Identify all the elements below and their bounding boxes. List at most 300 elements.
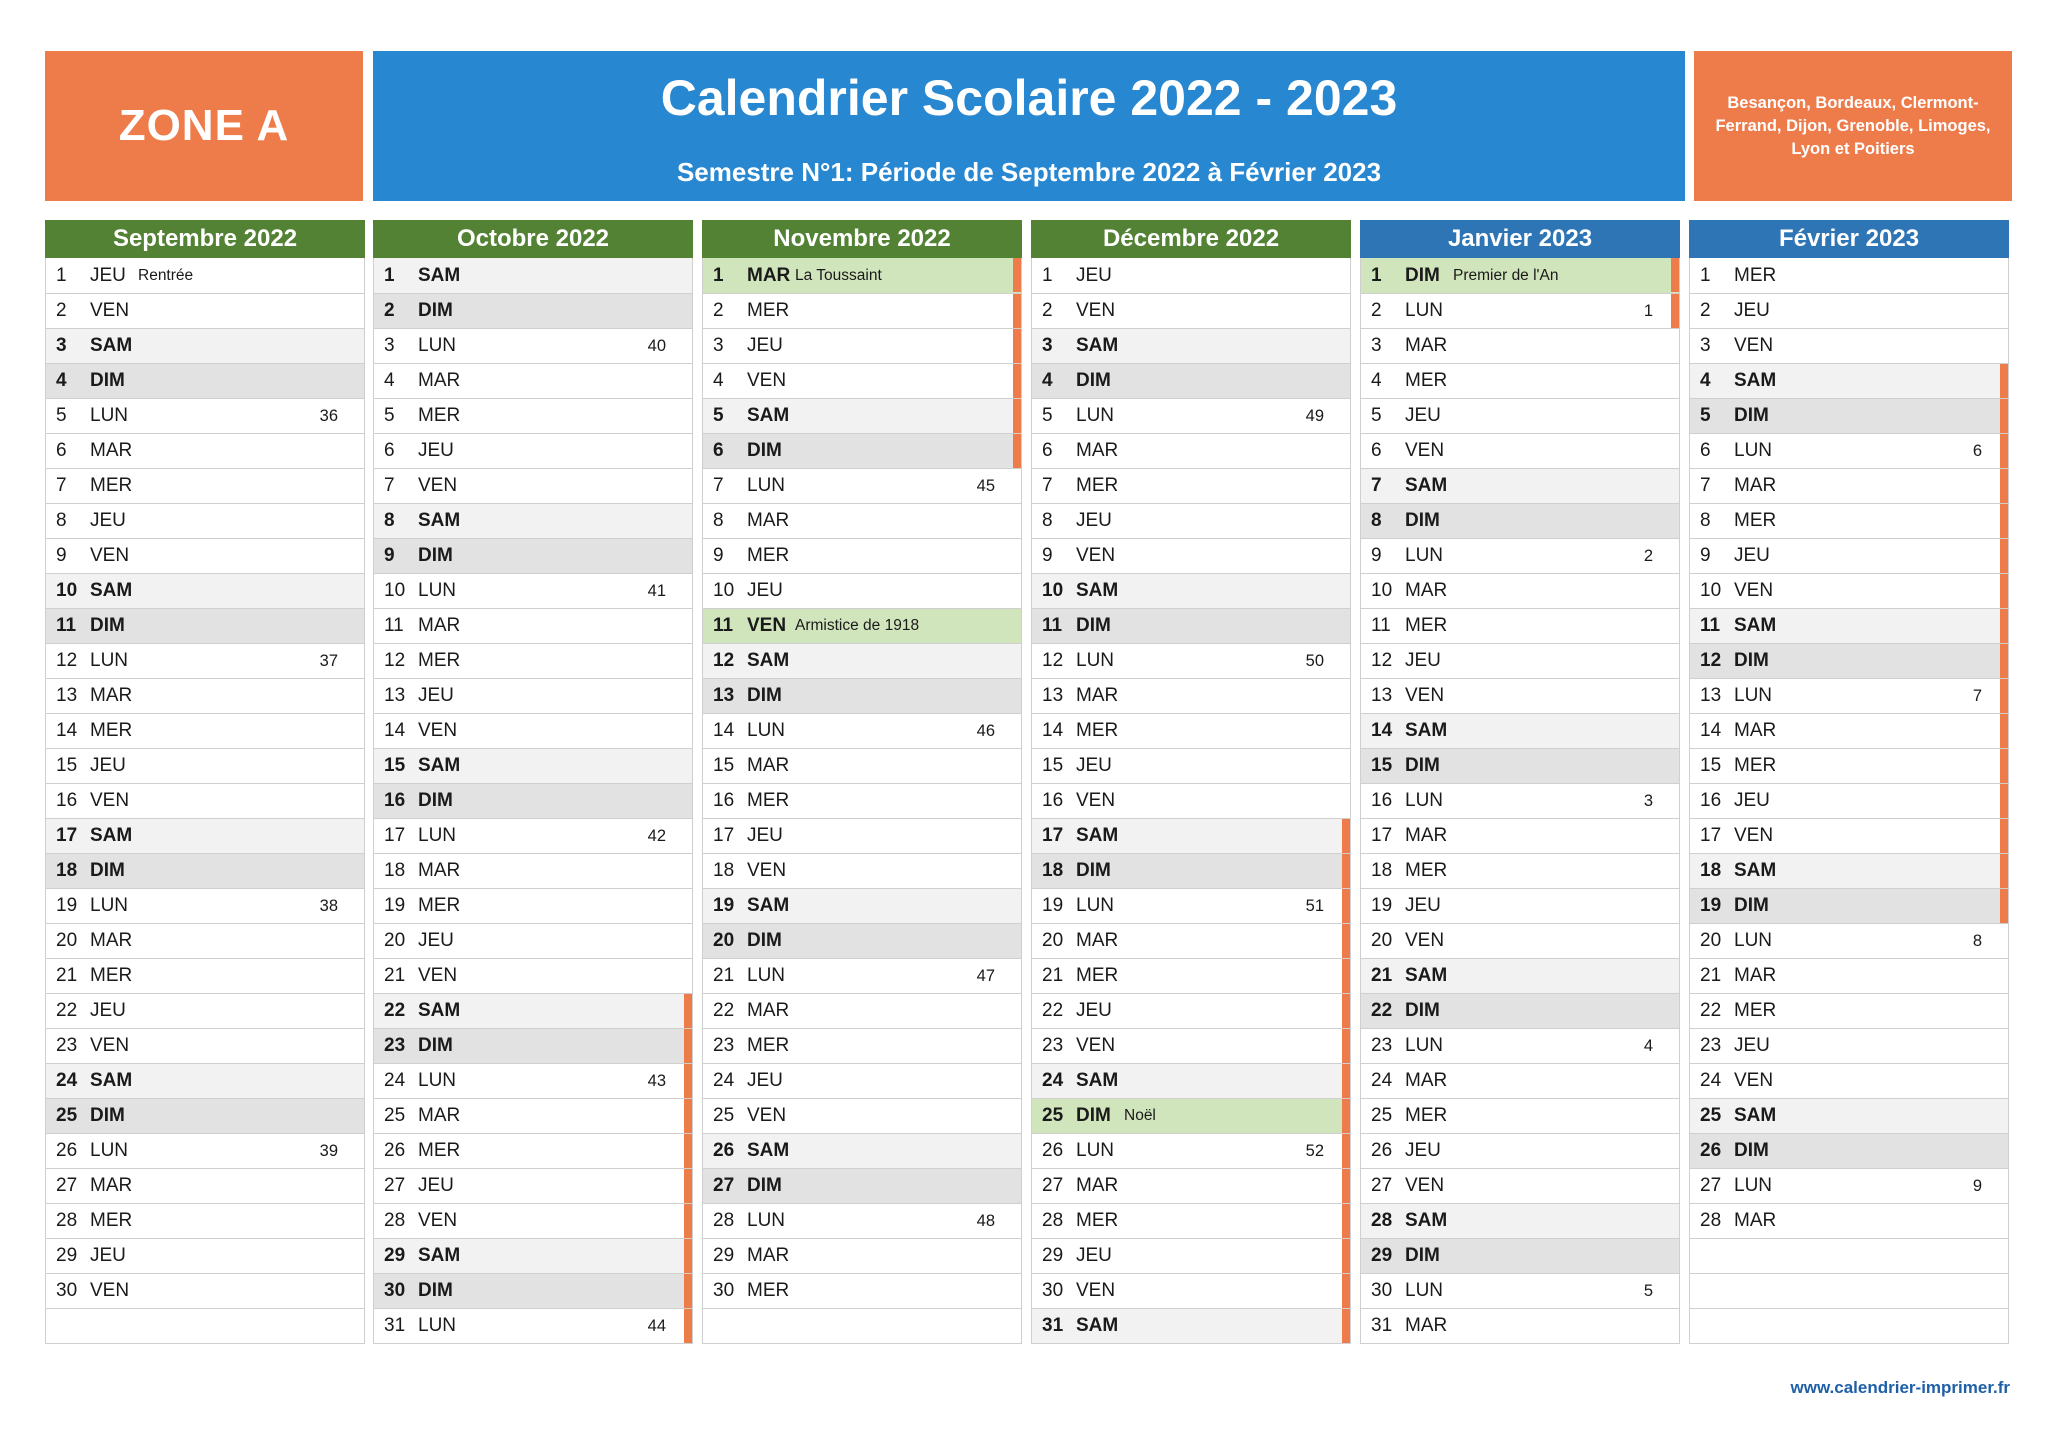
day-number: 23 — [56, 1035, 78, 1056]
day-number: 31 — [384, 1315, 406, 1336]
day-number: 4 — [1042, 370, 1053, 391]
weekday-name: VEN — [747, 615, 787, 636]
day-number: 19 — [713, 895, 735, 916]
day-number: 30 — [384, 1280, 406, 1301]
day-row — [374, 608, 692, 643]
day-row — [46, 923, 364, 958]
day-number: 21 — [713, 965, 735, 986]
weekday-name: VEN — [418, 965, 458, 986]
day-number: 25 — [56, 1105, 78, 1126]
weekday-name: MER — [747, 545, 790, 566]
day-row — [46, 888, 364, 923]
weekday-name: LUN — [1405, 790, 1444, 811]
day-number: 8 — [1042, 510, 1053, 531]
vacation-marker — [1342, 959, 1350, 993]
day-row — [374, 1273, 692, 1308]
weekday-name: VEN — [1076, 790, 1116, 811]
weekday-name: MAR — [1405, 1070, 1448, 1091]
cities-list: Besançon, Bordeaux, Clermont-Ferrand, Dijon, Grenoble, Limoges, Lyon et Poitiers — [1715, 93, 1991, 158]
day-row — [1690, 573, 2008, 608]
day-row — [1690, 818, 2008, 853]
day-number: 10 — [1371, 580, 1393, 601]
day-row — [1032, 888, 1350, 923]
weekday-name: MAR — [418, 1105, 461, 1126]
day-row — [1690, 1098, 2008, 1133]
weekday-name: LUN — [90, 650, 129, 671]
day-number: 8 — [1700, 510, 1711, 531]
day-row — [703, 258, 1021, 293]
day-row — [46, 958, 364, 993]
weekday-name: SAM — [1734, 370, 1777, 391]
week-number: 4 — [1643, 1036, 1653, 1055]
day-row — [1690, 923, 2008, 958]
weekday-name: SAM — [1405, 965, 1448, 986]
day-number: 3 — [713, 335, 724, 356]
day-number: 15 — [384, 755, 406, 776]
month-title: Décembre 2022 — [1031, 220, 1351, 258]
day-number: 7 — [384, 475, 395, 496]
weekday-name: JEU — [1405, 405, 1441, 426]
day-row — [703, 1028, 1021, 1063]
weekday-name: VEN — [90, 300, 130, 321]
day-number: 1 — [1042, 264, 1053, 286]
vacation-marker — [2000, 539, 2008, 573]
day-number: 21 — [56, 965, 78, 986]
day-row — [374, 1063, 692, 1098]
day-row — [46, 643, 364, 678]
day-row — [703, 363, 1021, 398]
day-number: 25 — [1700, 1105, 1722, 1126]
weekday-name: LUN — [1734, 930, 1773, 951]
weekday-name: JEU — [90, 510, 126, 531]
day-row — [1361, 748, 1679, 783]
day-number: 29 — [1371, 1245, 1393, 1266]
weekday-name: VEN — [1405, 685, 1445, 706]
day-row — [1361, 468, 1679, 503]
day-number: 16 — [1700, 790, 1722, 811]
vacation-marker — [1013, 258, 1021, 292]
day-number: 7 — [56, 475, 67, 496]
vacation-marker — [2000, 504, 2008, 538]
weekday-name: MER — [1734, 510, 1777, 531]
day-number: 6 — [1371, 440, 1382, 461]
day-number: 18 — [713, 860, 735, 881]
weekday-name: JEU — [418, 440, 454, 461]
day-number: 2 — [1700, 300, 1711, 321]
weekday-name: JEU — [747, 580, 783, 601]
weekday-name: SAM — [418, 1245, 461, 1266]
weekday-name: MAR — [90, 1175, 133, 1196]
day-row — [46, 573, 364, 608]
day-row — [1032, 818, 1350, 853]
weekday-name: SAM — [1405, 475, 1448, 496]
vacation-marker — [2000, 819, 2008, 853]
day-number: 5 — [1700, 405, 1711, 426]
weekday-name: JEU — [90, 1245, 126, 1266]
week-number: 51 — [1305, 896, 1324, 915]
day-number: 7 — [1042, 475, 1053, 496]
weekday-name: JEU — [1076, 510, 1112, 531]
weekday-name: VEN — [1076, 545, 1116, 566]
weekday-name: VEN — [1734, 580, 1774, 601]
month-column — [1689, 220, 2009, 1344]
day-row — [1032, 468, 1350, 503]
weekday-name: VEN — [747, 860, 787, 881]
weekday-name: VEN — [90, 545, 130, 566]
weekday-name: JEU — [90, 755, 126, 776]
weekday-name: LUN — [1734, 685, 1773, 706]
day-row — [1361, 818, 1679, 853]
weekday-name: VEN — [1076, 300, 1116, 321]
day-row — [703, 643, 1021, 678]
weekday-name: JEU — [1076, 1000, 1112, 1021]
day-number: 26 — [1700, 1140, 1722, 1161]
month-column — [1360, 220, 1680, 1344]
weekday-name: MAR — [1076, 440, 1119, 461]
day-number: 5 — [56, 405, 67, 426]
day-number: 9 — [56, 545, 67, 566]
empty-row — [703, 1308, 1021, 1343]
day-number: 30 — [1042, 1280, 1064, 1301]
day-row — [1361, 1133, 1679, 1168]
day-number: 11 — [56, 615, 77, 636]
zone-label: ZONE A — [118, 101, 290, 150]
day-row — [703, 1273, 1021, 1308]
month-title: Octobre 2022 — [373, 220, 693, 258]
footer-url[interactable]: www.calendrier-imprimer.fr — [1790, 1378, 2010, 1397]
day-row — [703, 433, 1021, 468]
day-row — [46, 818, 364, 853]
day-row — [1690, 713, 2008, 748]
day-number: 26 — [713, 1140, 735, 1161]
day-number: 17 — [384, 825, 406, 846]
day-number: 13 — [1042, 685, 1064, 706]
weekday-name: SAM — [418, 264, 461, 286]
weekday-name: LUN — [1076, 405, 1115, 426]
day-row — [1032, 1273, 1350, 1308]
weekday-name: MAR — [90, 930, 133, 951]
day-row — [1032, 1098, 1350, 1133]
weekday-name: LUN — [747, 1210, 786, 1231]
weekday-name: LUN — [1405, 1280, 1444, 1301]
day-row — [374, 923, 692, 958]
day-number: 20 — [1371, 930, 1393, 951]
day-row — [1690, 258, 2008, 293]
vacation-marker — [2000, 399, 2008, 433]
week-number: 36 — [319, 406, 338, 425]
day-number: 27 — [713, 1175, 735, 1196]
weekday-name: DIM — [90, 615, 125, 636]
empty-row — [1690, 1273, 2008, 1308]
vacation-marker — [1342, 854, 1350, 888]
day-number: 1 — [1371, 264, 1382, 286]
day-number: 6 — [713, 440, 724, 461]
weekday-name: MER — [747, 790, 790, 811]
day-number: 11 — [1371, 615, 1391, 636]
day-number: 21 — [384, 965, 406, 986]
weekday-name: LUN — [747, 475, 786, 496]
day-row — [1361, 1168, 1679, 1203]
vacation-marker — [1013, 364, 1021, 398]
day-row — [1032, 783, 1350, 818]
month-title: Septembre 2022 — [45, 220, 365, 258]
day-row — [1690, 1203, 2008, 1238]
day-number: 25 — [1371, 1105, 1393, 1126]
page-subtitle: Semestre N°1: Période de Septembre 2022 à Février 2023 — [676, 157, 1382, 187]
day-row — [374, 713, 692, 748]
week-number: 43 — [647, 1071, 666, 1090]
empty-row — [46, 1308, 364, 1343]
weekday-name: SAM — [747, 650, 790, 671]
day-row — [374, 468, 692, 503]
vacation-marker — [1342, 1239, 1350, 1273]
weekday-name: VEN — [90, 1035, 130, 1056]
day-number: 2 — [1371, 300, 1382, 321]
day-number: 22 — [713, 1000, 735, 1021]
day-number: 26 — [1371, 1140, 1393, 1161]
day-row — [1361, 293, 1679, 328]
weekday-name: MER — [1734, 755, 1777, 776]
day-number: 2 — [713, 300, 724, 321]
day-number: 18 — [1700, 860, 1722, 881]
day-row — [1690, 888, 2008, 923]
week-number: 8 — [1972, 931, 1982, 950]
day-number: 18 — [1042, 860, 1064, 881]
day-number: 3 — [56, 335, 67, 356]
day-number: 9 — [713, 545, 724, 566]
day-row — [1690, 643, 2008, 678]
day-row — [46, 748, 364, 783]
day-number: 28 — [1371, 1210, 1393, 1231]
day-number: 3 — [1700, 335, 1711, 356]
weekday-name: VEN — [1405, 930, 1445, 951]
weekday-name: DIM — [1734, 1140, 1769, 1161]
vacation-marker — [2000, 889, 2008, 923]
weekday-name: DIM — [1734, 650, 1769, 671]
day-row — [703, 608, 1021, 643]
day-row — [1690, 328, 2008, 363]
day-row — [703, 783, 1021, 818]
day-number: 15 — [56, 755, 78, 776]
day-row — [1361, 1308, 1679, 1343]
week-number: 9 — [1972, 1176, 1982, 1195]
weekday-name: MER — [418, 1140, 461, 1161]
weekday-name: JEU — [747, 335, 783, 356]
weekday-name: VEN — [1734, 1070, 1774, 1091]
weekday-name: JEU — [1076, 264, 1112, 286]
day-number: 5 — [713, 405, 724, 426]
day-number: 20 — [713, 930, 735, 951]
day-number: 20 — [384, 930, 406, 951]
weekday-name: SAM — [418, 1000, 461, 1021]
zone-banner — [45, 51, 363, 201]
day-row — [46, 538, 364, 573]
day-number: 11 — [713, 615, 734, 636]
weekday-name: SAM — [418, 755, 461, 776]
day-grid — [45, 258, 365, 1344]
day-number: 7 — [713, 475, 724, 496]
weekday-name: MAR — [1405, 1315, 1448, 1336]
day-number: 29 — [56, 1245, 78, 1266]
vacation-marker — [1671, 258, 1679, 292]
vacation-marker — [1342, 1029, 1350, 1063]
day-number: 2 — [56, 300, 67, 321]
day-row — [703, 888, 1021, 923]
day-number: 20 — [56, 930, 78, 951]
weekday-name: VEN — [1405, 440, 1445, 461]
day-row — [1032, 293, 1350, 328]
day-number: 12 — [1700, 650, 1722, 671]
weekday-name: LUN — [1734, 440, 1773, 461]
day-number: 3 — [1042, 335, 1053, 356]
day-row — [374, 888, 692, 923]
day-number: 11 — [1700, 615, 1721, 636]
day-row — [703, 1098, 1021, 1133]
weekday-name: MAR — [90, 440, 133, 461]
day-number: 28 — [56, 1210, 78, 1231]
day-row — [1032, 1168, 1350, 1203]
weekday-name: VEN — [418, 475, 458, 496]
day-number: 10 — [1700, 580, 1722, 601]
day-row — [1032, 433, 1350, 468]
vacation-marker — [684, 1204, 692, 1238]
day-row — [374, 783, 692, 818]
day-number: 18 — [384, 860, 406, 881]
weekday-name: LUN — [90, 405, 129, 426]
weekday-name: DIM — [418, 790, 453, 811]
vacation-marker — [2000, 609, 2008, 643]
day-row — [1032, 748, 1350, 783]
day-number: 9 — [1700, 545, 1711, 566]
day-number: 28 — [713, 1210, 735, 1231]
weekday-name: VEN — [1076, 1280, 1116, 1301]
title-banner — [373, 51, 1685, 201]
weekday-name: DIM — [1734, 405, 1769, 426]
day-row — [1361, 1273, 1679, 1308]
day-row — [1361, 538, 1679, 573]
week-number: 50 — [1305, 651, 1324, 670]
day-row — [1032, 1063, 1350, 1098]
day-number: 28 — [1042, 1210, 1064, 1231]
day-number: 13 — [56, 685, 78, 706]
weekday-name: MER — [418, 895, 461, 916]
weekday-name: LUN — [1076, 650, 1115, 671]
day-row — [703, 293, 1021, 328]
day-number: 25 — [384, 1105, 406, 1126]
weekday-name: MAR — [1405, 335, 1448, 356]
weekday-name: VEN — [747, 1105, 787, 1126]
day-number: 9 — [384, 545, 395, 566]
day-number: 17 — [1700, 825, 1722, 846]
page-title: Calendrier Scolaire 2022 - 2023 — [660, 70, 1398, 126]
weekday-name: SAM — [90, 335, 133, 356]
day-number: 4 — [713, 370, 724, 391]
weekday-name: DIM — [1076, 615, 1111, 636]
weekday-name: SAM — [747, 405, 790, 426]
day-number: 16 — [713, 790, 735, 811]
weekday-name: SAM — [747, 895, 790, 916]
weekday-name: SAM — [1734, 615, 1777, 636]
weekday-name: MAR — [747, 1000, 790, 1021]
weekday-name: MAR — [1076, 685, 1119, 706]
day-row — [374, 363, 692, 398]
day-row — [1361, 678, 1679, 713]
day-number: 19 — [1700, 895, 1722, 916]
day-row — [1690, 433, 2008, 468]
weekday-name: MAR — [1405, 580, 1448, 601]
day-row — [703, 923, 1021, 958]
weekday-name: JEU — [1734, 1035, 1770, 1056]
day-number: 21 — [1042, 965, 1064, 986]
day-row — [1690, 783, 2008, 818]
weekday-name: SAM — [1076, 825, 1119, 846]
week-number: 38 — [319, 896, 338, 915]
day-number: 21 — [1371, 965, 1393, 986]
month-title: Février 2023 — [1689, 220, 2009, 258]
day-number: 5 — [1042, 405, 1053, 426]
vacation-marker — [2000, 574, 2008, 608]
day-row — [1690, 993, 2008, 1028]
weekday-name: JEU — [1734, 545, 1770, 566]
day-number: 1 — [56, 264, 67, 286]
day-row — [703, 503, 1021, 538]
weekday-name: LUN — [1734, 1175, 1773, 1196]
day-row — [703, 958, 1021, 993]
weekday-name: SAM — [90, 580, 133, 601]
vacation-marker — [1342, 819, 1350, 853]
day-grid — [1689, 258, 2009, 1344]
week-number: 44 — [647, 1316, 666, 1335]
weekday-name: MER — [1734, 264, 1777, 286]
week-number: 49 — [1305, 406, 1324, 425]
day-row — [374, 1168, 692, 1203]
day-number: 27 — [1371, 1175, 1393, 1196]
day-row — [46, 1238, 364, 1273]
weekday-name: MER — [1405, 860, 1448, 881]
day-number: 30 — [713, 1280, 735, 1301]
day-number: 3 — [1371, 335, 1382, 356]
day-row — [1032, 398, 1350, 433]
week-number: 47 — [976, 966, 995, 985]
vacation-marker — [1013, 294, 1021, 328]
weekday-name: MAR — [747, 755, 790, 776]
vacation-marker — [1342, 994, 1350, 1028]
day-number: 26 — [384, 1140, 406, 1161]
weekday-name: LUN — [418, 1070, 457, 1091]
weekday-name: DIM — [747, 685, 782, 706]
day-row — [703, 1133, 1021, 1168]
day-row — [1361, 1028, 1679, 1063]
weekday-name: MER — [1076, 475, 1119, 496]
weekday-name: LUN — [418, 825, 457, 846]
weekday-name: DIM — [418, 300, 453, 321]
weekday-name: VEN — [1076, 1035, 1116, 1056]
day-row — [1032, 1133, 1350, 1168]
day-row — [1032, 363, 1350, 398]
day-row — [703, 398, 1021, 433]
weekday-name: MAR — [747, 264, 791, 286]
week-number: 39 — [319, 1141, 338, 1160]
day-number: 16 — [384, 790, 406, 811]
day-number: 24 — [1371, 1070, 1393, 1091]
week-number: 45 — [976, 476, 995, 495]
day-row — [46, 328, 364, 363]
day-number: 5 — [384, 405, 395, 426]
weekday-name: DIM — [747, 440, 782, 461]
day-row — [1032, 608, 1350, 643]
week-number: 42 — [647, 826, 666, 845]
day-row — [1361, 993, 1679, 1028]
